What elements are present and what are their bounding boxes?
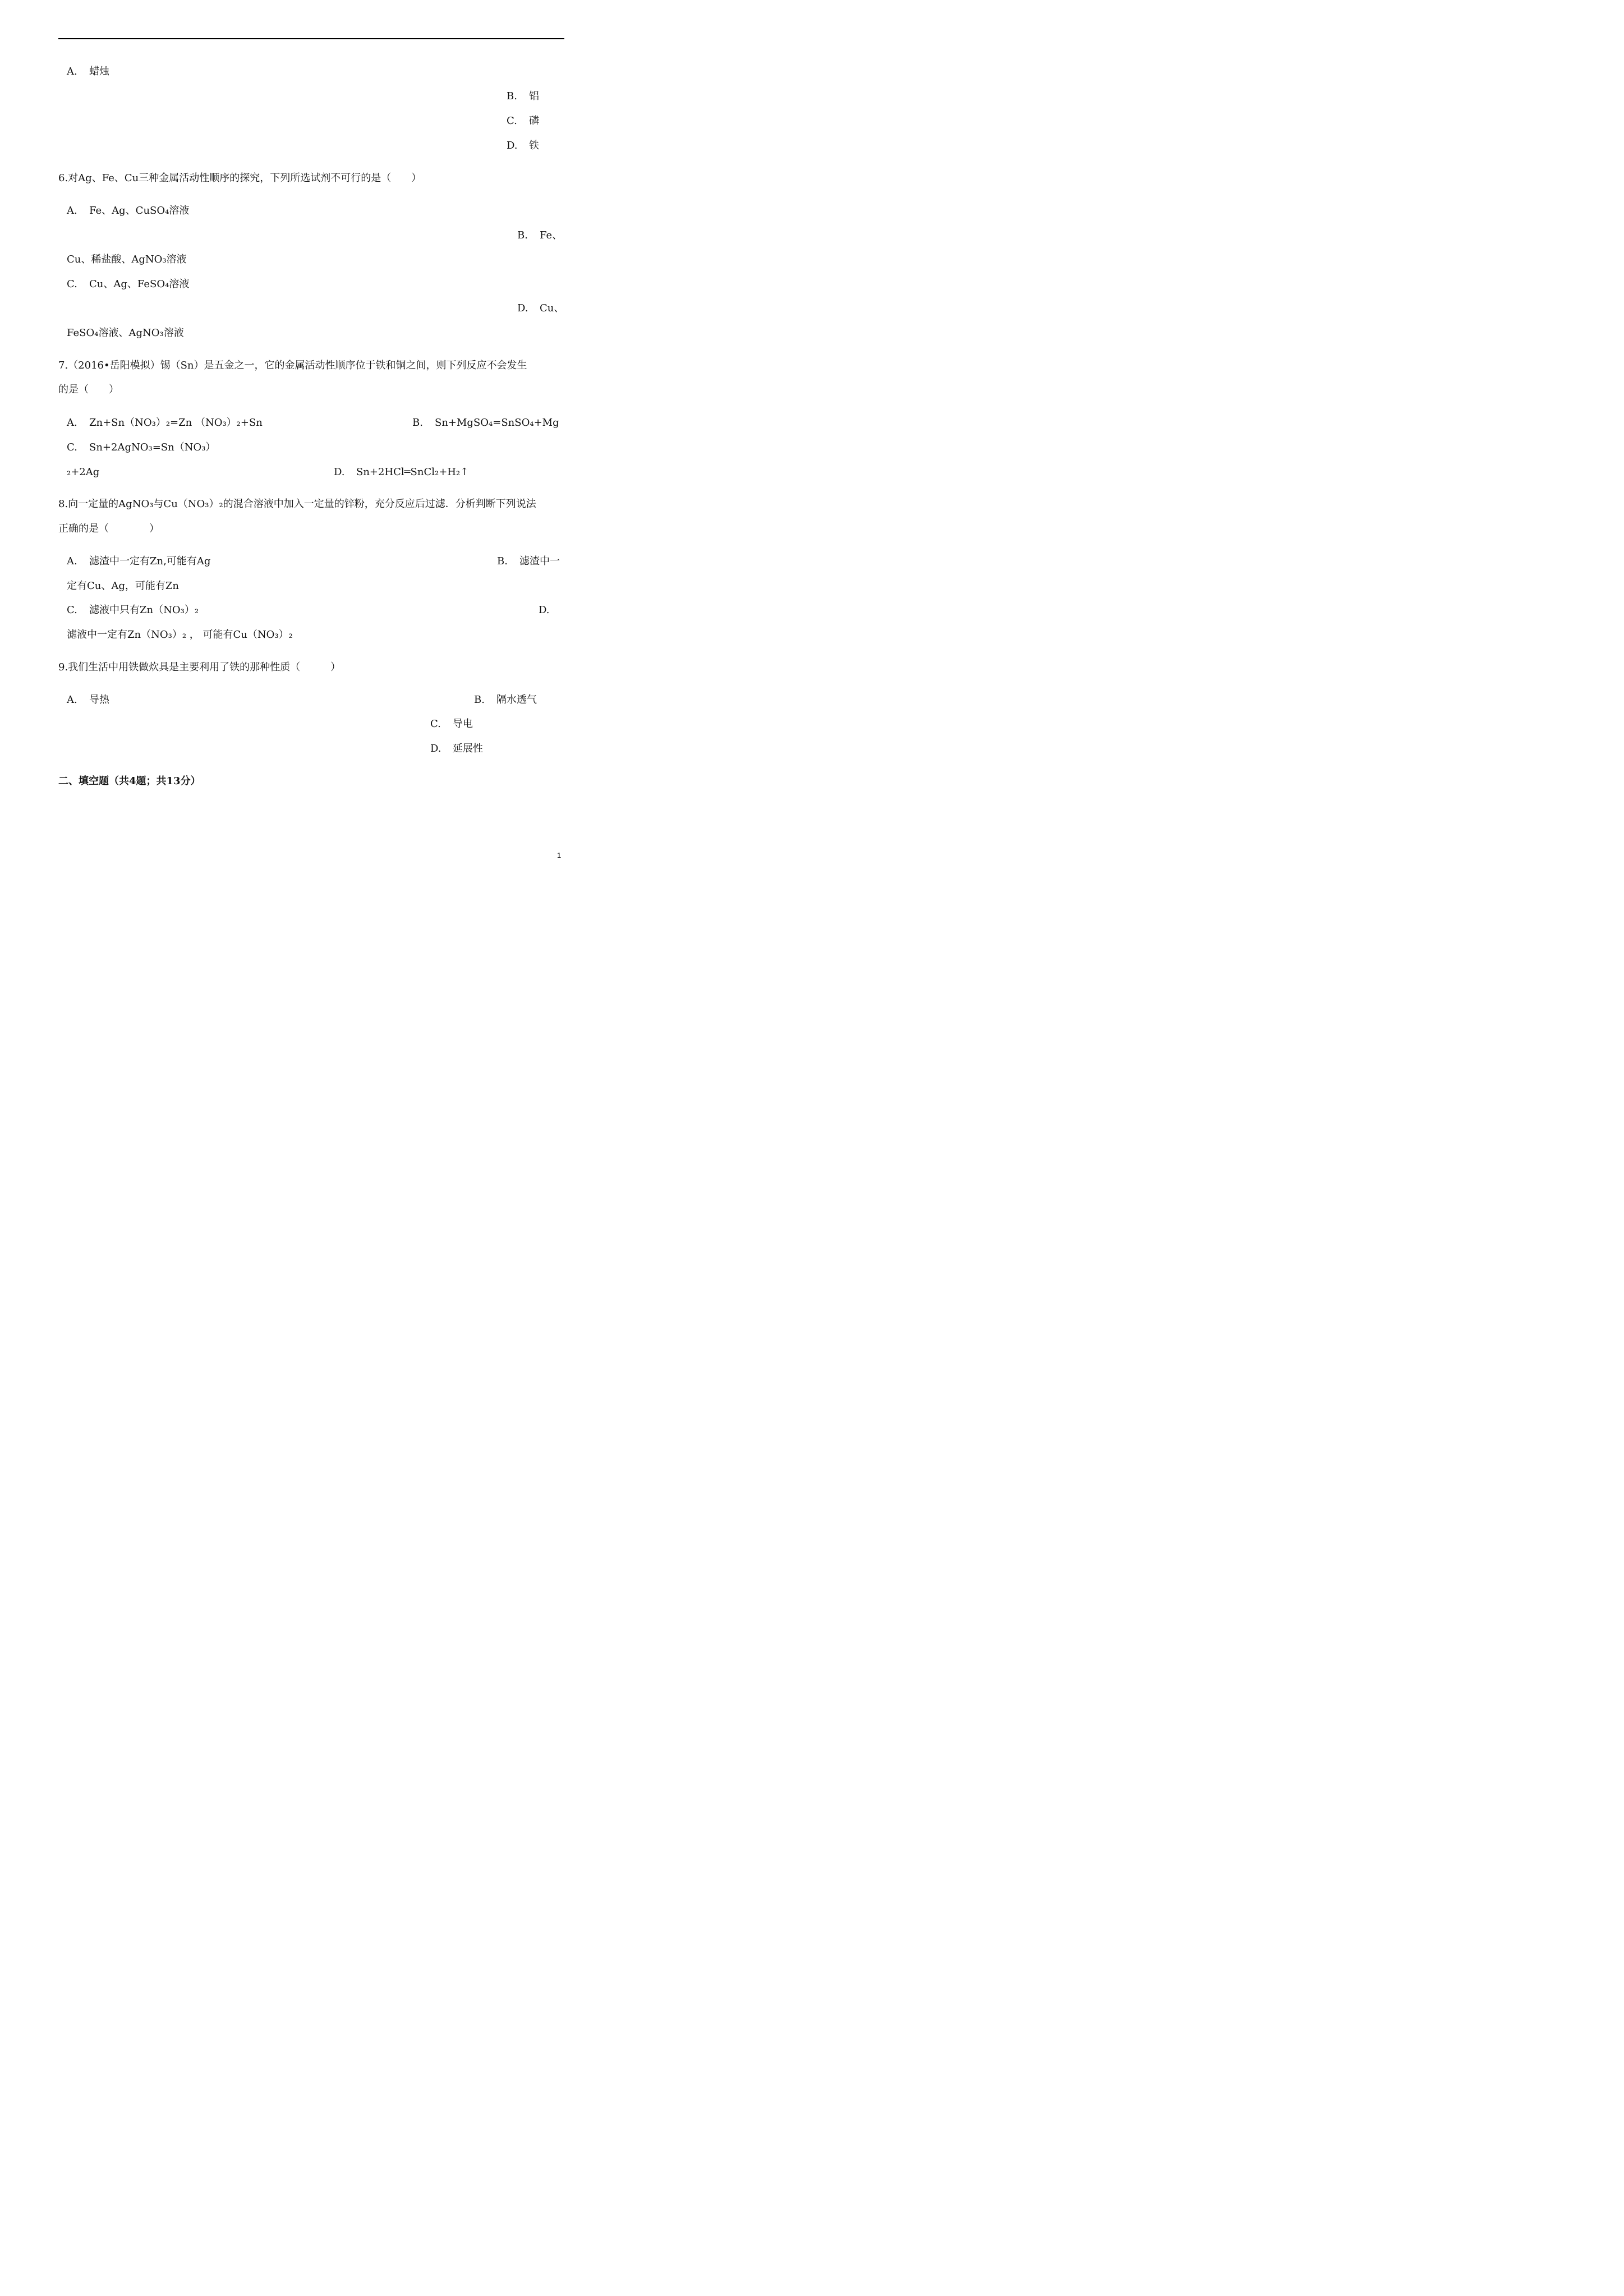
option-text: Cu、Ag、FeSO₄溶液 [89,278,190,290]
option-text: 导电 [453,718,473,730]
option-text: Sn+2HCl═SnCl₂+H₂↑ [356,466,469,478]
q6-option-d [517,302,564,315]
option-text: 滤渣中一定有Zn,可能有Ag [89,555,211,567]
q5-option-b [507,90,539,103]
header-rule [58,38,564,39]
q7-option-c-continued: ₂+2Ag [67,466,100,478]
option-label: C. [430,718,441,730]
q8-option-d: D. [539,604,550,616]
q6-option-b [517,229,562,242]
option-text: Sn+2AgNO₃=Sn（NO₃） [89,441,216,453]
option-label: D. [334,466,345,478]
section-heading: 二、填空题（共4题；共13分） [58,775,201,787]
q6-option-c [67,278,189,291]
option-label: B. [474,694,485,706]
q6-option-d-continued: FeSO₄溶液、AgNO₃溶液 [67,327,184,339]
q9-stem: 9.我们生活中用铁做炊具是主要利用了铁的那种性质（ ） [58,661,341,673]
option-text: 延展性 [453,743,483,754]
q5-option-c [507,114,539,128]
option-text: Fe、 [540,229,563,241]
option-text: Zn+Sn（NO₃）₂=Zn （NO₃）₂+Sn [89,417,263,429]
option-label: A. [67,417,77,429]
option-text: 磷 [529,115,539,127]
q7-option-a [67,416,263,430]
q8-option-c [67,604,199,617]
option-text: Cu、 [540,302,564,314]
q9-option-c [430,717,473,731]
option-label: B. [517,229,528,241]
q9-option-b [474,693,537,707]
option-text: 隔水透气 [496,694,537,706]
q8-option-a [67,555,210,568]
option-label: A. [67,555,77,567]
document-page [0,0,617,872]
q8-stem-line2: 正确的是（ ） [58,523,159,535]
q7-option-b [412,416,559,430]
option-text: Sn+MgSO₄=SnSO₄+Mg [435,417,559,429]
option-label: D. [517,302,528,314]
q5-option-d [507,139,539,153]
q7-stem-line1: 7.（2016•岳阳模拟）锡（Sn）是五金之一，它的金属活动性顺序位于铁和铜之间，则下列反应不会发生 [58,360,527,371]
q6-stem: 6.对Ag、Fe、Cu三种金属活动性顺序的探究，下列所选试剂不可行的是（ ） [58,172,422,184]
option-label: C. [67,441,77,453]
option-label: A. [67,66,77,77]
option-text: 导热 [89,694,109,706]
option-label: C. [67,604,77,616]
option-label: B. [497,555,508,567]
option-label: B. [507,90,517,102]
option-label: C. [67,278,77,290]
q7-option-c [67,441,215,454]
q7-stem-line2: 的是（ ） [58,384,119,395]
option-text: Fe、Ag、CuSO₄溶液 [89,205,190,217]
q6-option-a [67,204,189,218]
option-label: D. [507,140,518,151]
option-label: A. [67,205,77,217]
q7-option-d [334,466,468,479]
q8-stem-line1: 8.向一定量的AgNO₃与Cu（NO₃）₂的混合溶液中加入一定量的锌粉，充分反应后过滤．分析判断下列说法 [58,498,536,510]
q9-option-a [67,693,109,707]
option-text: 蜡烛 [89,66,109,77]
q6-option-b-continued: Cu、稀盐酸、AgNO₃溶液 [67,254,187,265]
option-text: 滤渣中一 [519,555,560,567]
option-label: D. [430,743,441,754]
q5-option-a [67,65,109,79]
page-number: 1 [557,851,562,859]
option-text: 滤液中只有Zn（NO₃）₂ [89,604,199,616]
q9-option-d [430,742,483,756]
q8-option-d-continued: 滤液中一定有Zn（NO₃）₂ ， 可能有Cu（NO₃）₂ [67,629,293,641]
option-label: A. [67,694,77,706]
option-text: 铝 [529,90,539,102]
option-text: 铁 [529,140,539,151]
q8-option-b [497,555,560,568]
q8-option-b-continued: 定有Cu、Ag，可能有Zn [67,580,179,592]
option-label: B. [412,417,423,429]
option-label: C. [507,115,517,127]
